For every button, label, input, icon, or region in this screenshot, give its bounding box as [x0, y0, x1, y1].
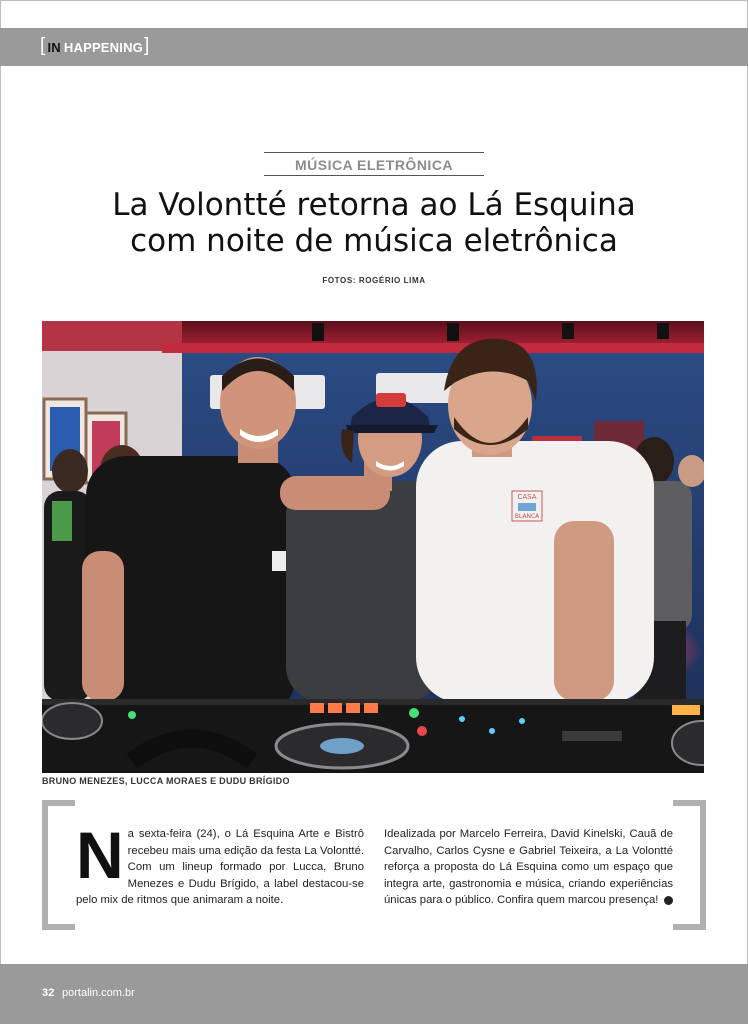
shirt-print-bottom: BLANCA	[514, 513, 540, 520]
article-title-line-1: La Volontté retorna ao Lá Esquina	[112, 187, 636, 223]
body-paragraph-2: Idealizada por Marcelo Ferreira, David Kinelski, Cauã de Carvalho, Carlos Cysne e Gabriel Teixeira, a La Volontté reforça a proposta do Lá Esquina como um espaço que integra arte, gastronomia e música, criando experiências únicas para o público. Confira quem marcou presença!	[384, 828, 673, 906]
drop-cap: N	[76, 818, 124, 892]
text-bracket-right	[673, 800, 706, 930]
kicker-rule-top	[264, 152, 484, 153]
section-tag	[40, 37, 149, 57]
photo-credit: FOTOS: ROGÉRIO LIMA	[322, 276, 426, 285]
section-bracket-right: ]	[143, 35, 150, 56]
body-column-1	[76, 818, 364, 909]
body-paragraph-1: a sexta-feira (24), o Lá Esquina Arte e Bistrô recebeu mais uma edição da festa La Volontté. Com um lineup formado por Lucca, Bruno Menezes e Dudu Brígido, a label destacou-se pelo mix de ritmos que animaram a noite.	[76, 828, 364, 906]
section-prefix: IN	[47, 39, 61, 55]
end-of-article-icon	[664, 896, 673, 905]
article-title-line-2: com noite de música eletrônica	[130, 223, 618, 259]
kicker-label: MÚSICA ELETRÔNICA	[264, 155, 484, 176]
event-photo-illustration	[42, 321, 704, 773]
footer-site: portalin.com.br	[62, 987, 135, 999]
photo-caption: BRUNO MENEZES, LUCCA MORAES E DUDU BRÍGIDO	[42, 776, 290, 786]
article-title	[40, 187, 708, 259]
page-number: 32	[42, 987, 55, 999]
body-column-2	[384, 826, 673, 909]
event-photo	[42, 321, 704, 773]
shirt-print-top: CASA	[517, 493, 537, 501]
section-name: HAPPENING	[63, 39, 143, 55]
text-bracket-left	[42, 800, 75, 930]
section-bracket-left: [	[40, 35, 46, 56]
